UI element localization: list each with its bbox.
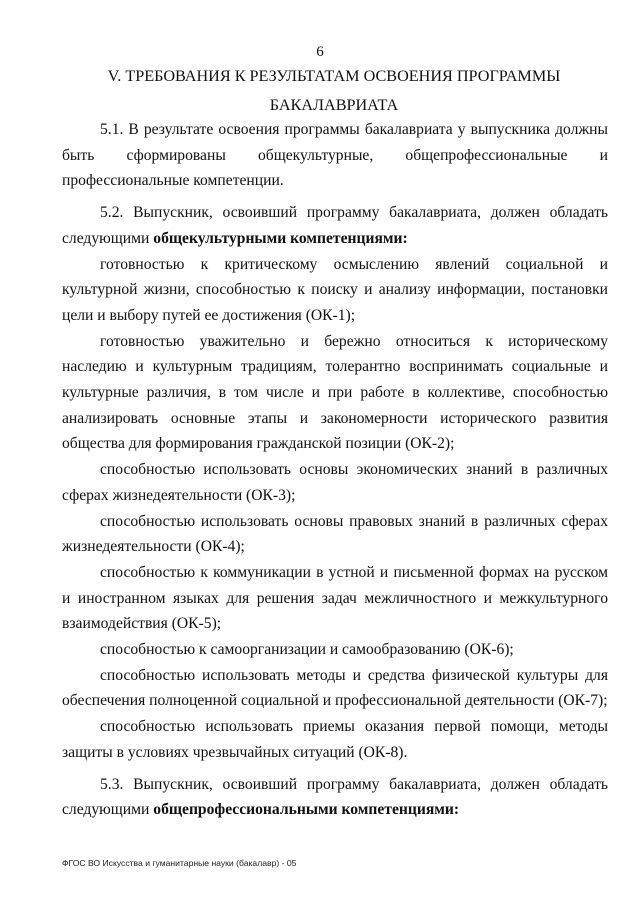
general-professional-competencies-label: общепрофессиональными компетенциями: (153, 801, 460, 819)
competency-ok-1: готовностью к критическому осмыслению явлений социальной и культурной жизни, способностью к поиску и анализу информации, постановки цели и выбору путей ее достижения (ОК-1); (62, 255, 608, 324)
competency-ok-4: способностью использовать основы правовых знаний в различных сферах жизнедеятельности (ОК-4); (62, 512, 608, 556)
competency-ok-8: способностью использовать приемы оказания первой помощи, методы защиты в условиях чрезвычайных ситуаций (ОК-8). (62, 718, 608, 761)
paragraph-5-2-text: 5.2. Выпускник, освоивший программу бакалавриата, должен обладать следующими (62, 204, 608, 247)
paragraph-5-3-text: 5.3. Выпускник, освоивший программу бакалавриата, должен обладать следующими (62, 775, 608, 819)
general-cultural-competencies-label: общекультурными компетенциями: (153, 229, 408, 247)
competency-ok-5: способностью к коммуникации в устной и письменной формах на русском и иностранном языках для решения задач межличностного и межкультурного взаимодействия (ОК-5); (62, 563, 608, 633)
page-number: 6 (316, 44, 324, 60)
document-body (62, 117, 608, 823)
competency-ok-6: способностью к самоорганизации и самообразованию (ОК-6); (100, 641, 514, 659)
paragraph-5-1: 5.1. В результате освоения программы бакалавриата у выпускника должны быть сформированы общекультурные, общепрофессиональные и профессиональные компетенции. (62, 121, 608, 190)
competency-ok-7: способностью использовать методы и средства физической культуры для обеспечения полноценной социальной и профессиональной деятельности (ОК-7); (62, 666, 608, 710)
paragraph-5-2 (62, 200, 608, 251)
section-heading: V. ТРЕБОВАНИЯ К РЕЗУЛЬТАТАМ ОСВОЕНИЯ ПРОГРАММЫ БАКАЛАВРИАТА (107, 67, 561, 114)
paragraph-5-3 (62, 772, 608, 823)
competency-ok-3: способностью использовать основы экономических знаний в различных сферах жизнедеятельности (ОК-3); (62, 461, 608, 504)
document-footer: ФГОС ВО Искусства и гуманитарные науки (бакалавр) - 05 (62, 858, 297, 868)
competency-ok-2: готовностью уважительно и бережно относиться к историческому наследию и культурным традициям, толерантно воспринимать социальные и культурные различия, в том числе и при работе в коллективе, способностью анализировать основные этапы и закономерности исторического развития общества для формирования гражданской позиции (ОК-2); (62, 332, 608, 453)
